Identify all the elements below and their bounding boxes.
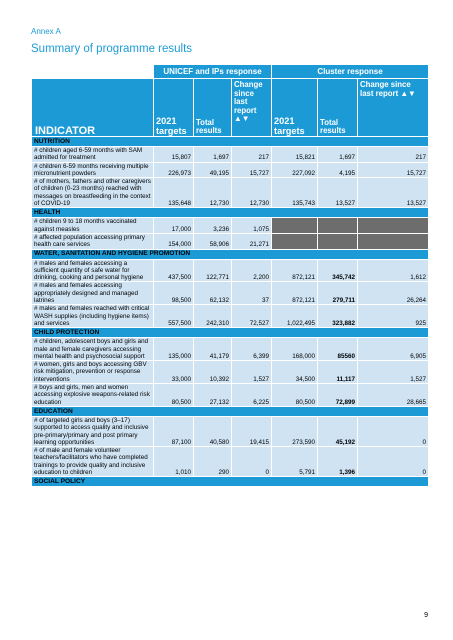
unicef-change-cell [232,416,272,446]
cluster-total-value: 85560 [337,352,356,360]
cluster-total-cell [318,384,358,407]
unicef-target-value: 226,973 [168,169,191,177]
cluster-target-value: 80,500 [295,398,316,406]
cluster-change-value: 6,905 [410,352,427,360]
cluster-total-value: 45,192 [335,438,356,446]
table-row [32,259,429,282]
unicef-total-cell [194,282,232,305]
unicef-change-cell [232,259,272,282]
results-body [32,137,429,487]
cluster-change-value: 13,527 [406,200,427,208]
unicef-total-value: 122,771 [206,274,229,282]
cluster-total-value: 1,396 [339,468,356,476]
cluster-change-cell [358,305,429,328]
cluster-change-value: 0 [422,468,427,476]
indicator-value: # boys and girls, men and women accessing explosive weapons-related risk education [34,384,150,406]
unicef-total-cell [194,447,232,477]
indicator-cell [32,416,154,446]
unicef-change-cell [232,178,272,208]
cluster-change-cell [358,338,429,361]
cluster-change-cell [358,178,429,208]
indicator-cell [32,162,154,178]
unicef-target-value: 154,000 [168,241,191,249]
page-number: 9 [424,612,428,619]
unicef-target-value: 98,500 [171,297,191,305]
unicef-target-cell [154,282,194,305]
section-title: HEALTH [32,208,429,218]
section-row [32,406,429,416]
unicef-change-cell [232,305,272,328]
section-row [32,249,429,259]
unicef-change-cell [232,361,272,384]
table-row [32,162,429,178]
unicef-target-cell [154,361,194,384]
cluster-target-cell [272,384,318,407]
table-row [32,282,429,305]
unicef-total-value: 49,195 [209,169,229,177]
unicef-total-cell [194,361,232,384]
cluster-change-cell [358,282,429,305]
unicef-target-cell [154,259,194,282]
cluster-target-cell [272,338,318,361]
results-table [31,64,429,487]
header-blank [32,65,154,79]
indicator-cell [32,218,154,234]
unicef-total-value: 290 [218,468,229,476]
indicator-value: # of mothers, fathers and other caregivers of children (0-23 months) reached with messages on breastfeeding in the context of COVID-19 [34,178,151,208]
unicef-change-value: 12,730 [249,200,270,208]
section-row [32,208,429,218]
unicef-target-value: 15,807 [171,154,191,162]
section-title: NUTRITION [32,137,429,147]
table-row [32,338,429,361]
unicef-total-cell [194,384,232,407]
cluster-total-value: 11,117 [336,375,356,383]
cluster-total-cell [318,233,358,249]
cluster-total-cell [318,218,358,234]
unicef-target-cell [154,178,194,208]
unicef-total-value: 12,730 [209,200,229,208]
cluster-change-value: 1,527 [410,375,427,383]
section-row [32,137,429,147]
unicef-total-cell [194,233,232,249]
unicef-change-cell [232,233,272,249]
header-cluster-targets: 2021 targets [272,79,318,137]
cluster-change-value: 15,727 [406,169,427,177]
indicator-value: # of male and female volunteer teachers/facilitators who have completed trainings to provide quality and inclusive education to children [34,447,148,476]
cluster-total-cell [318,338,358,361]
unicef-target-cell [154,218,194,234]
unicef-target-value: 437,500 [168,274,191,282]
unicef-target-value: 557,500 [168,319,191,327]
unicef-change-value: 6,399 [253,352,270,360]
cluster-total-cell [318,162,358,178]
indicator-cell [32,384,154,407]
unicef-total-cell [194,305,232,328]
unicef-total-value: 40,580 [209,438,229,446]
header-unicef-targets: 2021 targets [154,79,194,137]
cluster-change-value: 0 [422,438,427,446]
unicef-change-value: 19,415 [249,438,270,446]
header-unicef-change: Change since last report ▲▼ [232,79,272,137]
indicator-value: # women, girls and boys accessing GBV risk mitigation, prevention or response interventions [34,361,147,383]
cluster-target-value: 5,791 [299,468,316,476]
cluster-change-cell [358,147,429,163]
cluster-change-cell [358,259,429,282]
table-row [32,305,429,328]
table-row [32,178,429,208]
header-cluster-total: Total results [318,79,358,137]
section-row [32,328,429,338]
table-row [32,233,429,249]
unicef-target-value: 87,100 [171,438,191,446]
cluster-target-cell [272,305,318,328]
cluster-change-value: 1,612 [410,274,427,282]
unicef-total-value: 10,392 [209,375,229,383]
indicator-value: # children 9 to 18 months vaccinated against measles [34,218,137,233]
unicef-change-cell [232,162,272,178]
unicef-total-cell [194,218,232,234]
cluster-change-value: 28,665 [406,398,427,406]
table-row [32,416,429,446]
section-title: CHILD PROTECTION [32,328,429,338]
cluster-total-value: 72,899 [335,398,356,406]
cluster-total-value: 279,711 [332,297,356,305]
indicator-value: # males and females accessing a sufficient quantity of safe water for drinking, cooking and personal hygiene [34,259,144,282]
indicator-cell [32,147,154,163]
unicef-target-value: 1,010 [175,468,191,476]
cluster-target-cell [272,147,318,163]
indicator-cell [32,259,154,282]
cluster-total-value: 345,742 [332,274,356,282]
cluster-total-cell [318,416,358,446]
group-cluster: Cluster response [272,65,429,79]
cluster-target-value: 34,500 [295,375,316,383]
indicator-value: # males and females accessing appropriately designed and managed latrines [34,282,138,305]
section-title: EDUCATION [32,406,429,416]
cluster-target-value: 227,092 [292,169,316,177]
unicef-target-cell [154,384,194,407]
unicef-change-cell [232,282,272,305]
unicef-change-value: 2,200 [253,274,270,282]
cluster-total-value: 323,882 [332,319,356,327]
cluster-target-cell [272,447,318,477]
unicef-target-cell [154,162,194,178]
unicef-change-value: 6,225 [253,398,270,406]
unicef-target-cell [154,447,194,477]
cluster-target-value: 15,821 [295,154,316,162]
unicef-total-cell [194,162,232,178]
indicator-cell [32,447,154,477]
cluster-total-cell [318,282,358,305]
cluster-total-value: 13,527 [335,200,356,208]
unicef-change-value: 1,527 [253,375,270,383]
cluster-target-value: 1,022,495 [287,319,316,327]
unicef-change-cell [232,384,272,407]
header-indicator: INDICATOR [32,79,154,137]
header-unicef-total: Total results [194,79,232,137]
unicef-total-value: 27,132 [209,398,229,406]
indicator-cell [32,233,154,249]
cluster-target-cell [272,218,318,234]
unicef-target-value: 33,000 [171,375,191,383]
unicef-total-cell [194,178,232,208]
cluster-target-cell [272,162,318,178]
unicef-change-value: 21,271 [249,241,270,249]
cluster-target-value: 168,000 [292,352,316,360]
table-row [32,218,429,234]
table-row [32,447,429,477]
unicef-change-value: 37 [262,297,270,305]
cluster-total-cell [318,178,358,208]
section-row [32,477,429,487]
cluster-target-value: 135,743 [292,200,316,208]
unicef-total-value: 1,697 [213,154,229,162]
cluster-total-cell [318,361,358,384]
unicef-target-value: 80,500 [171,398,191,406]
unicef-change-value: 0 [265,468,270,476]
cluster-total-cell [318,259,358,282]
indicator-cell [32,282,154,305]
cluster-total-cell [318,447,358,477]
unicef-target-cell [154,305,194,328]
unicef-change-value: 72,527 [249,319,270,327]
unicef-change-value: 15,727 [249,169,270,177]
indicator-cell [32,178,154,208]
cluster-change-value: 925 [415,319,427,327]
unicef-target-value: 17,000 [171,225,191,233]
unicef-total-cell [194,147,232,163]
cluster-target-value: 872,121 [292,274,316,282]
cluster-change-cell [358,233,429,249]
cluster-change-cell [358,162,429,178]
indicator-value: # affected population accessing primary health care services [34,233,145,249]
indicator-value: # children 6-59 months receiving multiple micronutrient powders [34,162,149,177]
indicator-cell [32,361,154,384]
section-title: WATER, SANITATION AND HYGIENE PROMOTION [32,249,429,259]
unicef-change-cell [232,338,272,361]
unicef-total-value: 62,132 [209,297,229,305]
unicef-total-value: 242,310 [206,319,229,327]
unicef-total-value: 58,906 [209,241,229,249]
unicef-total-value: 3,236 [213,225,229,233]
cluster-change-cell [358,384,429,407]
table-row [32,147,429,163]
cluster-target-cell [272,259,318,282]
group-unicef: UNICEF and IPs response [154,65,272,79]
indicator-value: # males and females reached with critical WASH supplies (including hygiene items) and services [34,305,150,327]
cluster-change-cell [358,416,429,446]
unicef-change-cell [232,218,272,234]
cluster-total-value: 4,195 [339,169,356,177]
cluster-target-value: 273,590 [292,438,316,446]
unicef-target-value: 135,648 [168,200,191,208]
unicef-target-cell [154,338,194,361]
indicator-cell [32,305,154,328]
unicef-target-cell [154,416,194,446]
unicef-change-cell [232,147,272,163]
unicef-change-cell [232,447,272,477]
cluster-change-cell [358,447,429,477]
unicef-total-cell [194,259,232,282]
page-title: Summary of programme results [31,43,193,55]
unicef-change-value: 1,075 [253,225,270,233]
header-cluster-change: Change since last report ▲▼ [358,79,429,137]
cluster-target-cell [272,282,318,305]
unicef-total-value: 41,179 [209,352,229,360]
unicef-target-value: 135,000 [168,352,191,360]
table-row [32,361,429,384]
unicef-target-cell [154,233,194,249]
indicator-cell [32,338,154,361]
table-row [32,384,429,407]
cluster-change-value: 26,264 [406,297,427,305]
indicator-value: # children, adolescent boys and girls and male and female caregivers accessing mental health and psychosocial support [34,338,149,360]
cluster-target-value: 872,121 [292,297,316,305]
unicef-change-value: 217 [258,154,270,162]
cluster-target-cell [272,416,318,446]
unicef-total-cell [194,338,232,361]
indicator-value: # children aged 6-59 months with SAM admitted for treatment [34,147,143,162]
cluster-change-cell [358,361,429,384]
cluster-target-cell [272,361,318,384]
cluster-total-cell [318,305,358,328]
section-title: SOCIAL POLICY [32,477,429,487]
cluster-total-cell [318,147,358,163]
cluster-target-cell [272,233,318,249]
cluster-change-cell [358,218,429,234]
annex-label: Annex A [31,27,61,36]
indicator-value: # of targeted girls and boys (3–17) supported to access quality and inclusive pre-primary/primary and post primary learning opportunities [34,416,149,446]
cluster-change-value: 217 [415,154,427,162]
unicef-target-cell [154,147,194,163]
cluster-total-value: 1,697 [339,154,356,162]
unicef-total-cell [194,416,232,446]
cluster-target-cell [272,178,318,208]
